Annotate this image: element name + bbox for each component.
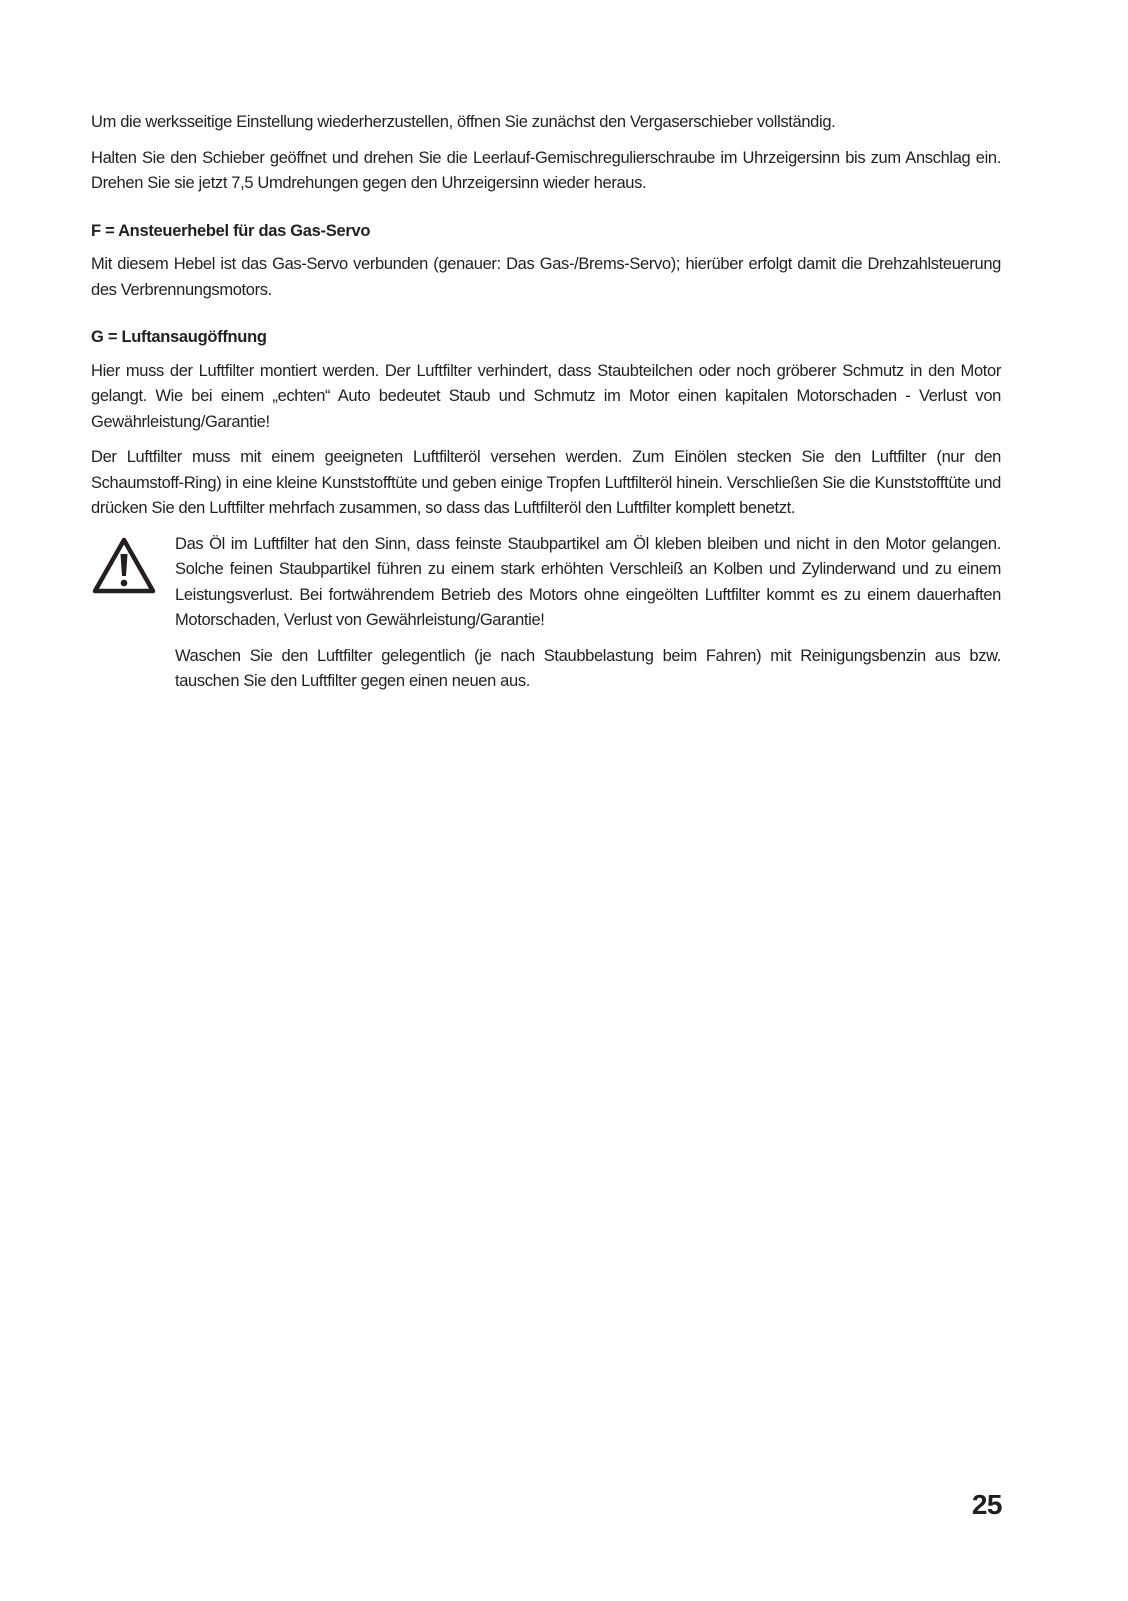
section-f-paragraph: Mit diesem Hebel ist das Gas-Servo verbunden (genauer: Das Gas-/Brems-Servo); hierüber erfolgt damit die Drehzahlsteuerung des Verbrennungsmotors. xyxy=(91,255,1001,299)
warning-triangle-icon xyxy=(91,536,157,596)
section-g-paragraph-2: Der Luftfilter muss mit einem geeigneten Luftfilteröl versehen werden. Zum Einölen stecken Sie den Luftfilter (nur den Schaumstoff-Ring) in eine kleine Kunststofftüte und geben einige Tropfen Luftfilteröl hinein. Verschließen Sie die Kunststofftüte und drücken Sie den Luftfilter mehrfach zusammen, so dass das Luftfilteröl den Luftfilter komplett benetzt. xyxy=(91,448,1001,517)
section-g-heading: G = Luftansaugöffnung xyxy=(91,328,267,346)
intro-paragraph-1: Um die werksseitige Einstellung wiederherzustellen, öffnen Sie zunächst den Vergaserschieber vollständig. xyxy=(91,113,836,131)
section-f-heading: F = Ansteuerhebel für das Gas-Servo xyxy=(91,221,371,240)
warning-paragraph-1: Das Öl im Luftfilter hat den Sinn, dass feinste Staubpartikel am Öl kleben bleiben und nicht in den Motor gelangen. Solche feinen Staubpartikel führen zu einem stark erhöhten Verschleiß an Kolben und Zylinderwand und zu einem Leistungsverlust. Bei fortwährendem Betrieb des Motors ohne eingeölten Luftfilter kommt es zu einem dauerhaften Motorschaden, Verlust von Gewährleistung/Garantie! xyxy=(175,534,1001,629)
document-body xyxy=(91,110,1001,705)
section-g-paragraph-1: Hier muss der Luftfilter montiert werden. Der Luftfilter verhindert, dass Staubteilchen oder noch gröberer Schmutz in den Motor gelangt. Wie bei einem „echten“ Auto bedeutet Staub und Schmutz im Motor einen kapitalen Motorschaden - Verlust von Gewährleistung/Garantie! xyxy=(91,361,1001,431)
intro-paragraph-2: Halten Sie den Schieber geöffnet und drehen Sie die Leerlauf-Gemischregulierschraube im Uhrzeigersinn bis zum Anschlag ein. Drehen Sie sie jetzt 7,5 Umdrehungen gegen den Uhrzeigersinn wieder heraus. xyxy=(91,148,1001,192)
warning-text xyxy=(175,532,1001,695)
page-number: 25 xyxy=(971,1489,1002,1520)
warning-block xyxy=(91,532,1001,695)
warning-paragraph-2: Waschen Sie den Luftfilter gelegentlich (je nach Staubbelastung beim Fahren) mit Reinigungsbenzin aus bzw. tauschen Sie den Luftfilter gegen einen neuen aus. xyxy=(175,646,1001,690)
